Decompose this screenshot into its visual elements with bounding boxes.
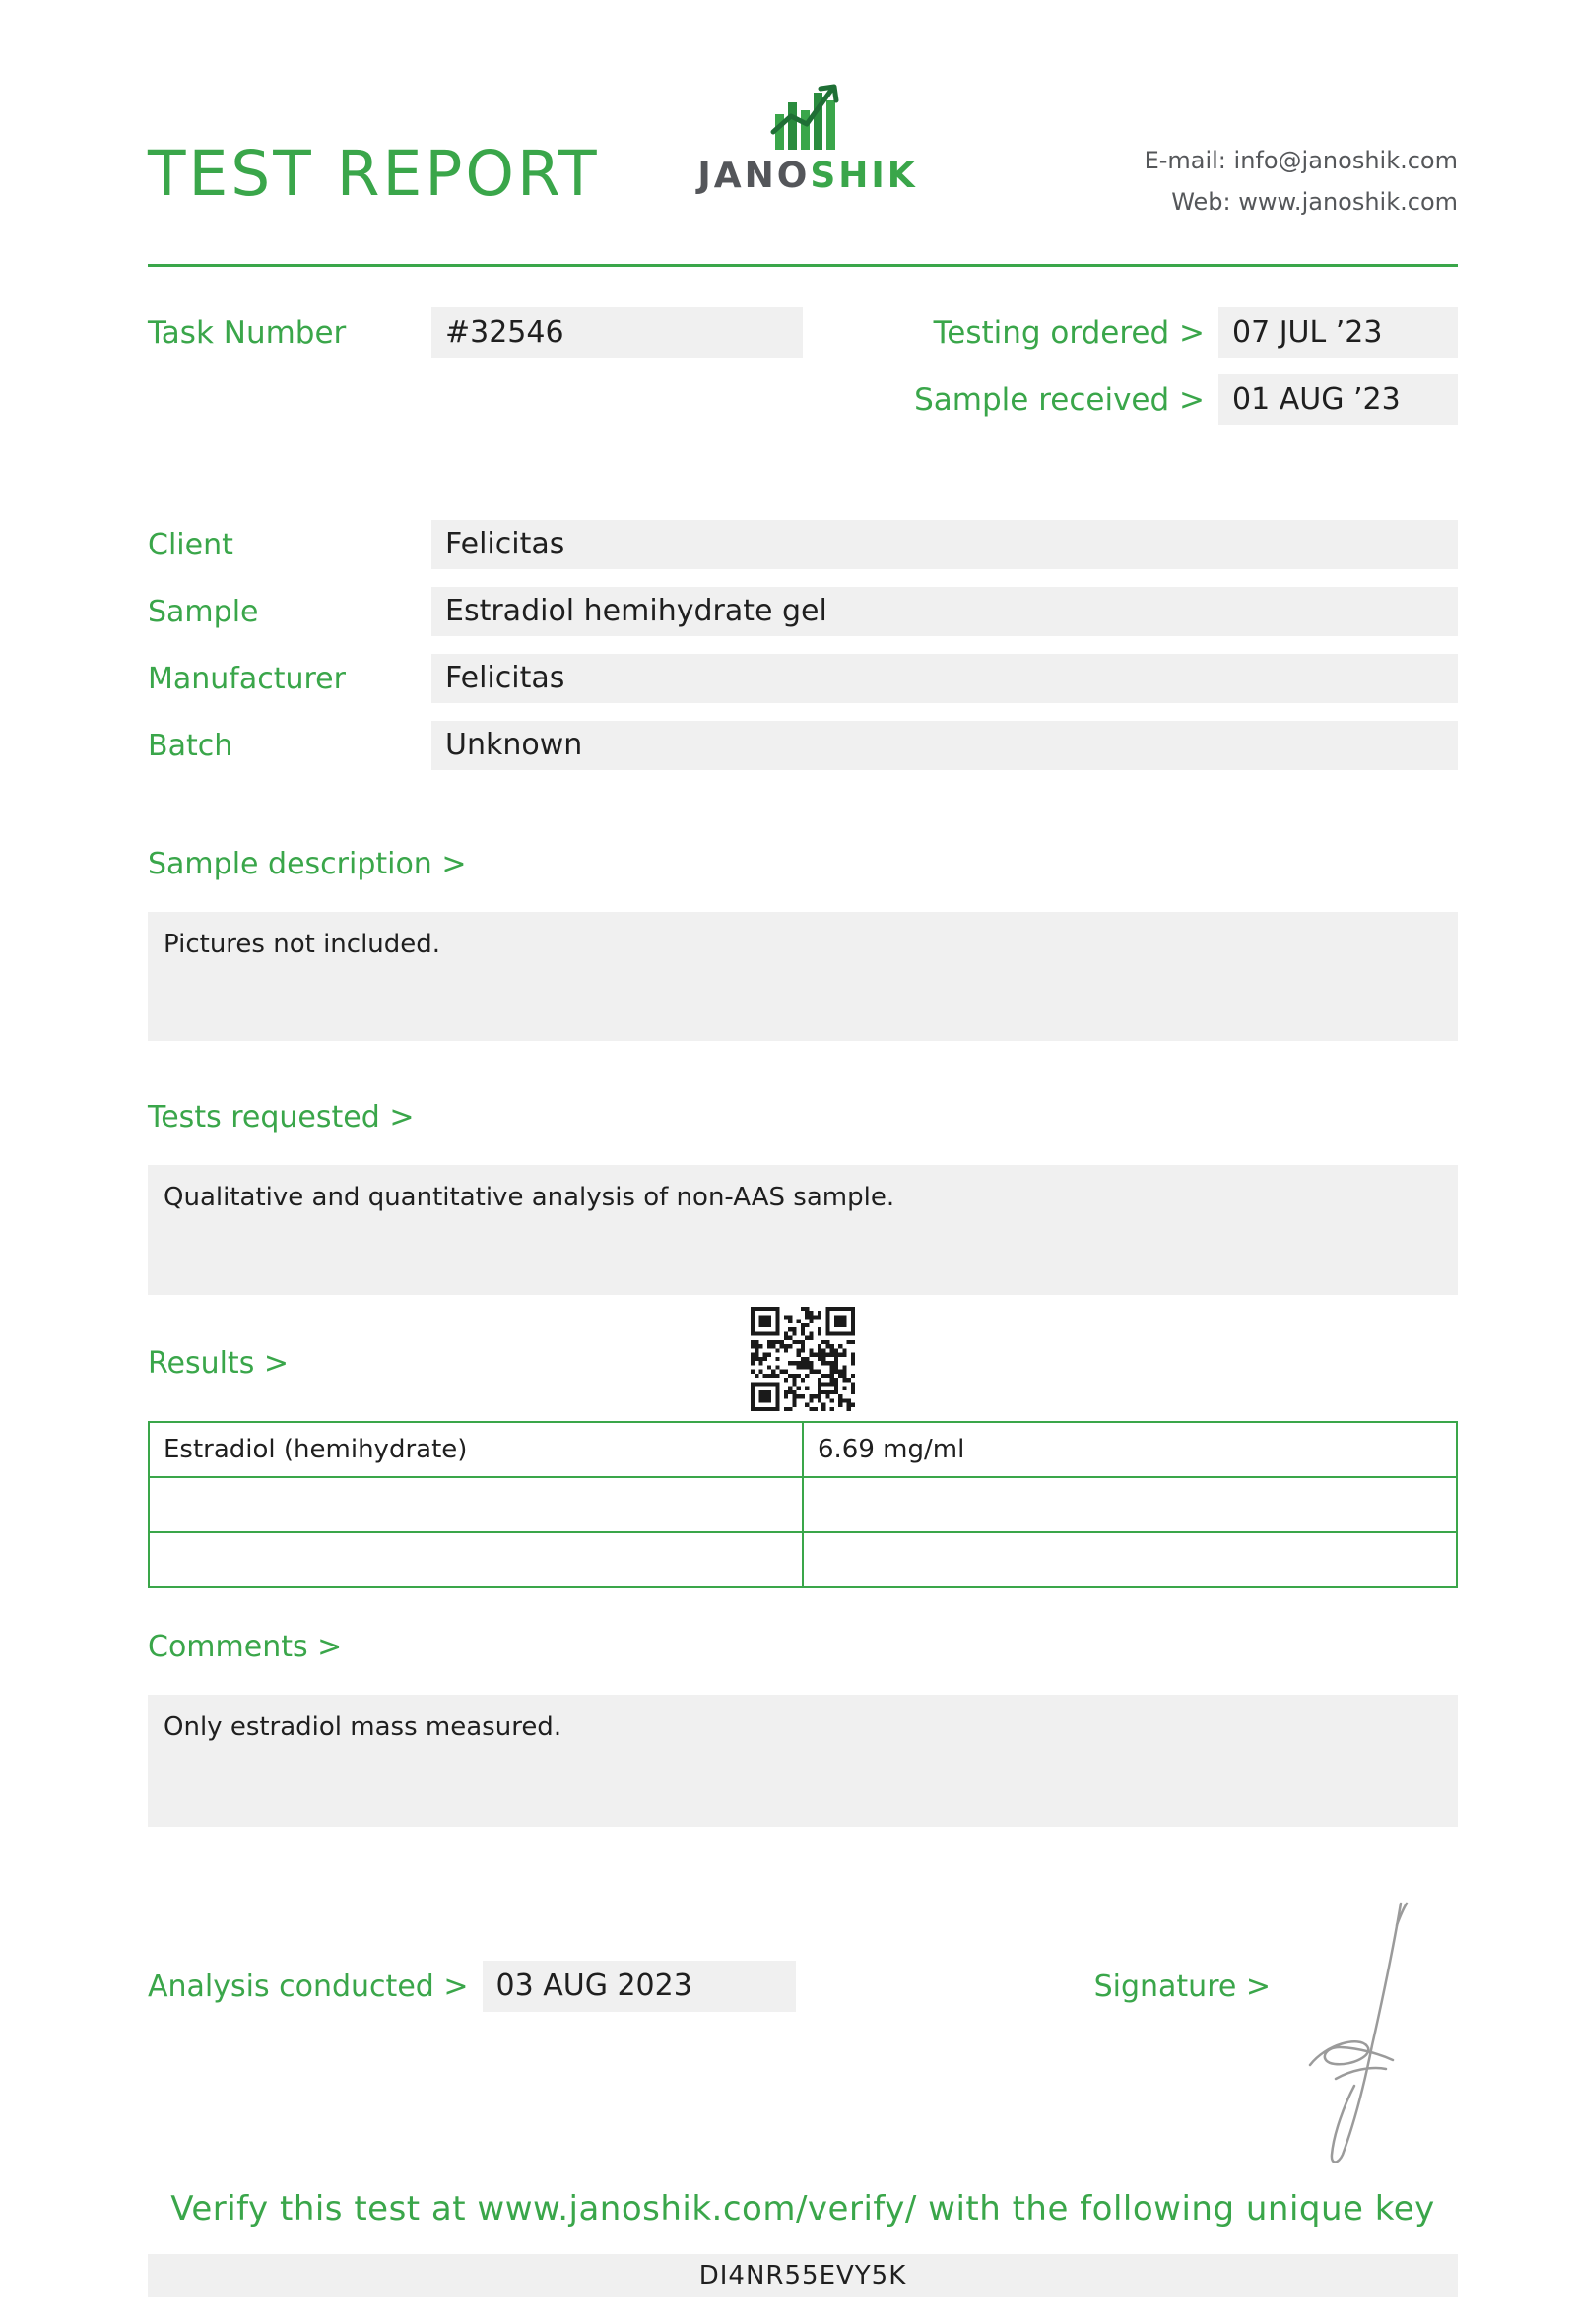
qr-code	[751, 1307, 855, 1411]
table-row	[149, 1422, 1457, 1477]
sample-received-row	[148, 374, 1458, 425]
email-label: E-mail:	[1144, 147, 1226, 174]
analysis-conducted-label: Analysis conducted >	[148, 1969, 469, 2004]
page-title: TEST REPORT	[148, 138, 600, 210]
signature-image	[1280, 1896, 1448, 2171]
analysis-conducted-value: 03 AUG 2023	[483, 1961, 796, 2012]
detail-row-manufacturer	[148, 654, 1458, 703]
task-number-value: #32546	[431, 307, 803, 358]
testing-ordered-value: 07 JUL ’23	[1218, 307, 1458, 358]
tests-requested-box: Qualitative and quantitative analysis of non-AAS sample.	[148, 1165, 1458, 1295]
meta-block	[148, 307, 1458, 425]
analysis-row	[148, 1961, 1458, 2012]
brand-name-jano: JANO	[697, 156, 811, 196]
brand-name	[690, 156, 926, 196]
task-number-label: Task Number	[148, 315, 347, 351]
email-value: info@janoshik.com	[1233, 147, 1458, 174]
contact-web	[1145, 181, 1458, 223]
signature-label: Signature >	[1093, 1969, 1271, 2004]
table-row	[149, 1477, 1457, 1532]
web-label: Web:	[1171, 188, 1231, 216]
sample-received-value: 01 AUG ’23	[1218, 374, 1458, 425]
batch-label: Batch	[148, 728, 233, 763]
tests-requested-heading: Tests requested >	[148, 1100, 415, 1134]
result-cell	[803, 1532, 1457, 1587]
brand-logo	[690, 81, 926, 196]
result-cell: 6.69 mg/ml	[803, 1422, 1457, 1477]
sample-label: Sample	[148, 594, 259, 629]
client-value: Felicitas	[431, 520, 1458, 569]
sample-description-box: Pictures not included.	[148, 912, 1458, 1041]
brand-name-shik: SHIK	[810, 156, 918, 196]
table-row	[149, 1532, 1457, 1587]
batch-value: Unknown	[431, 721, 1458, 770]
verify-instruction: Verify this test at www.janoshik.com/verify/ with the following unique key	[170, 2189, 1435, 2228]
analyte-cell	[149, 1532, 803, 1587]
contact-info	[1145, 140, 1458, 223]
sample-description-heading: Sample description >	[148, 847, 467, 881]
results-section	[148, 1344, 1458, 1588]
analyte-cell: Estradiol (hemihydrate)	[149, 1422, 803, 1477]
client-label: Client	[148, 527, 233, 562]
task-number-row	[148, 307, 1458, 358]
sample-value: Estradiol hemihydrate gel	[431, 587, 1458, 636]
results-heading: Results >	[148, 1346, 289, 1381]
bar-chart-logo-icon	[767, 81, 848, 154]
detail-row-batch	[148, 721, 1458, 770]
result-cell	[803, 1477, 1457, 1532]
detail-row-sample	[148, 587, 1458, 636]
detail-row-client	[148, 520, 1458, 569]
sample-received-label: Sample received >	[914, 382, 1205, 418]
comments-heading: Comments >	[148, 1630, 343, 1664]
manufacturer-label: Manufacturer	[148, 661, 346, 696]
testing-ordered-label: Testing ordered >	[933, 315, 1205, 351]
analyte-cell	[149, 1477, 803, 1532]
web-value: www.janoshik.com	[1238, 188, 1458, 216]
verify-key: DI4NR55EVY5K	[148, 2254, 1458, 2297]
manufacturer-value: Felicitas	[431, 654, 1458, 703]
header-divider	[148, 264, 1458, 267]
comments-box: Only estradiol mass measured.	[148, 1695, 1458, 1827]
sample-details	[148, 520, 1458, 770]
results-table	[148, 1421, 1458, 1588]
contact-email	[1145, 140, 1458, 181]
